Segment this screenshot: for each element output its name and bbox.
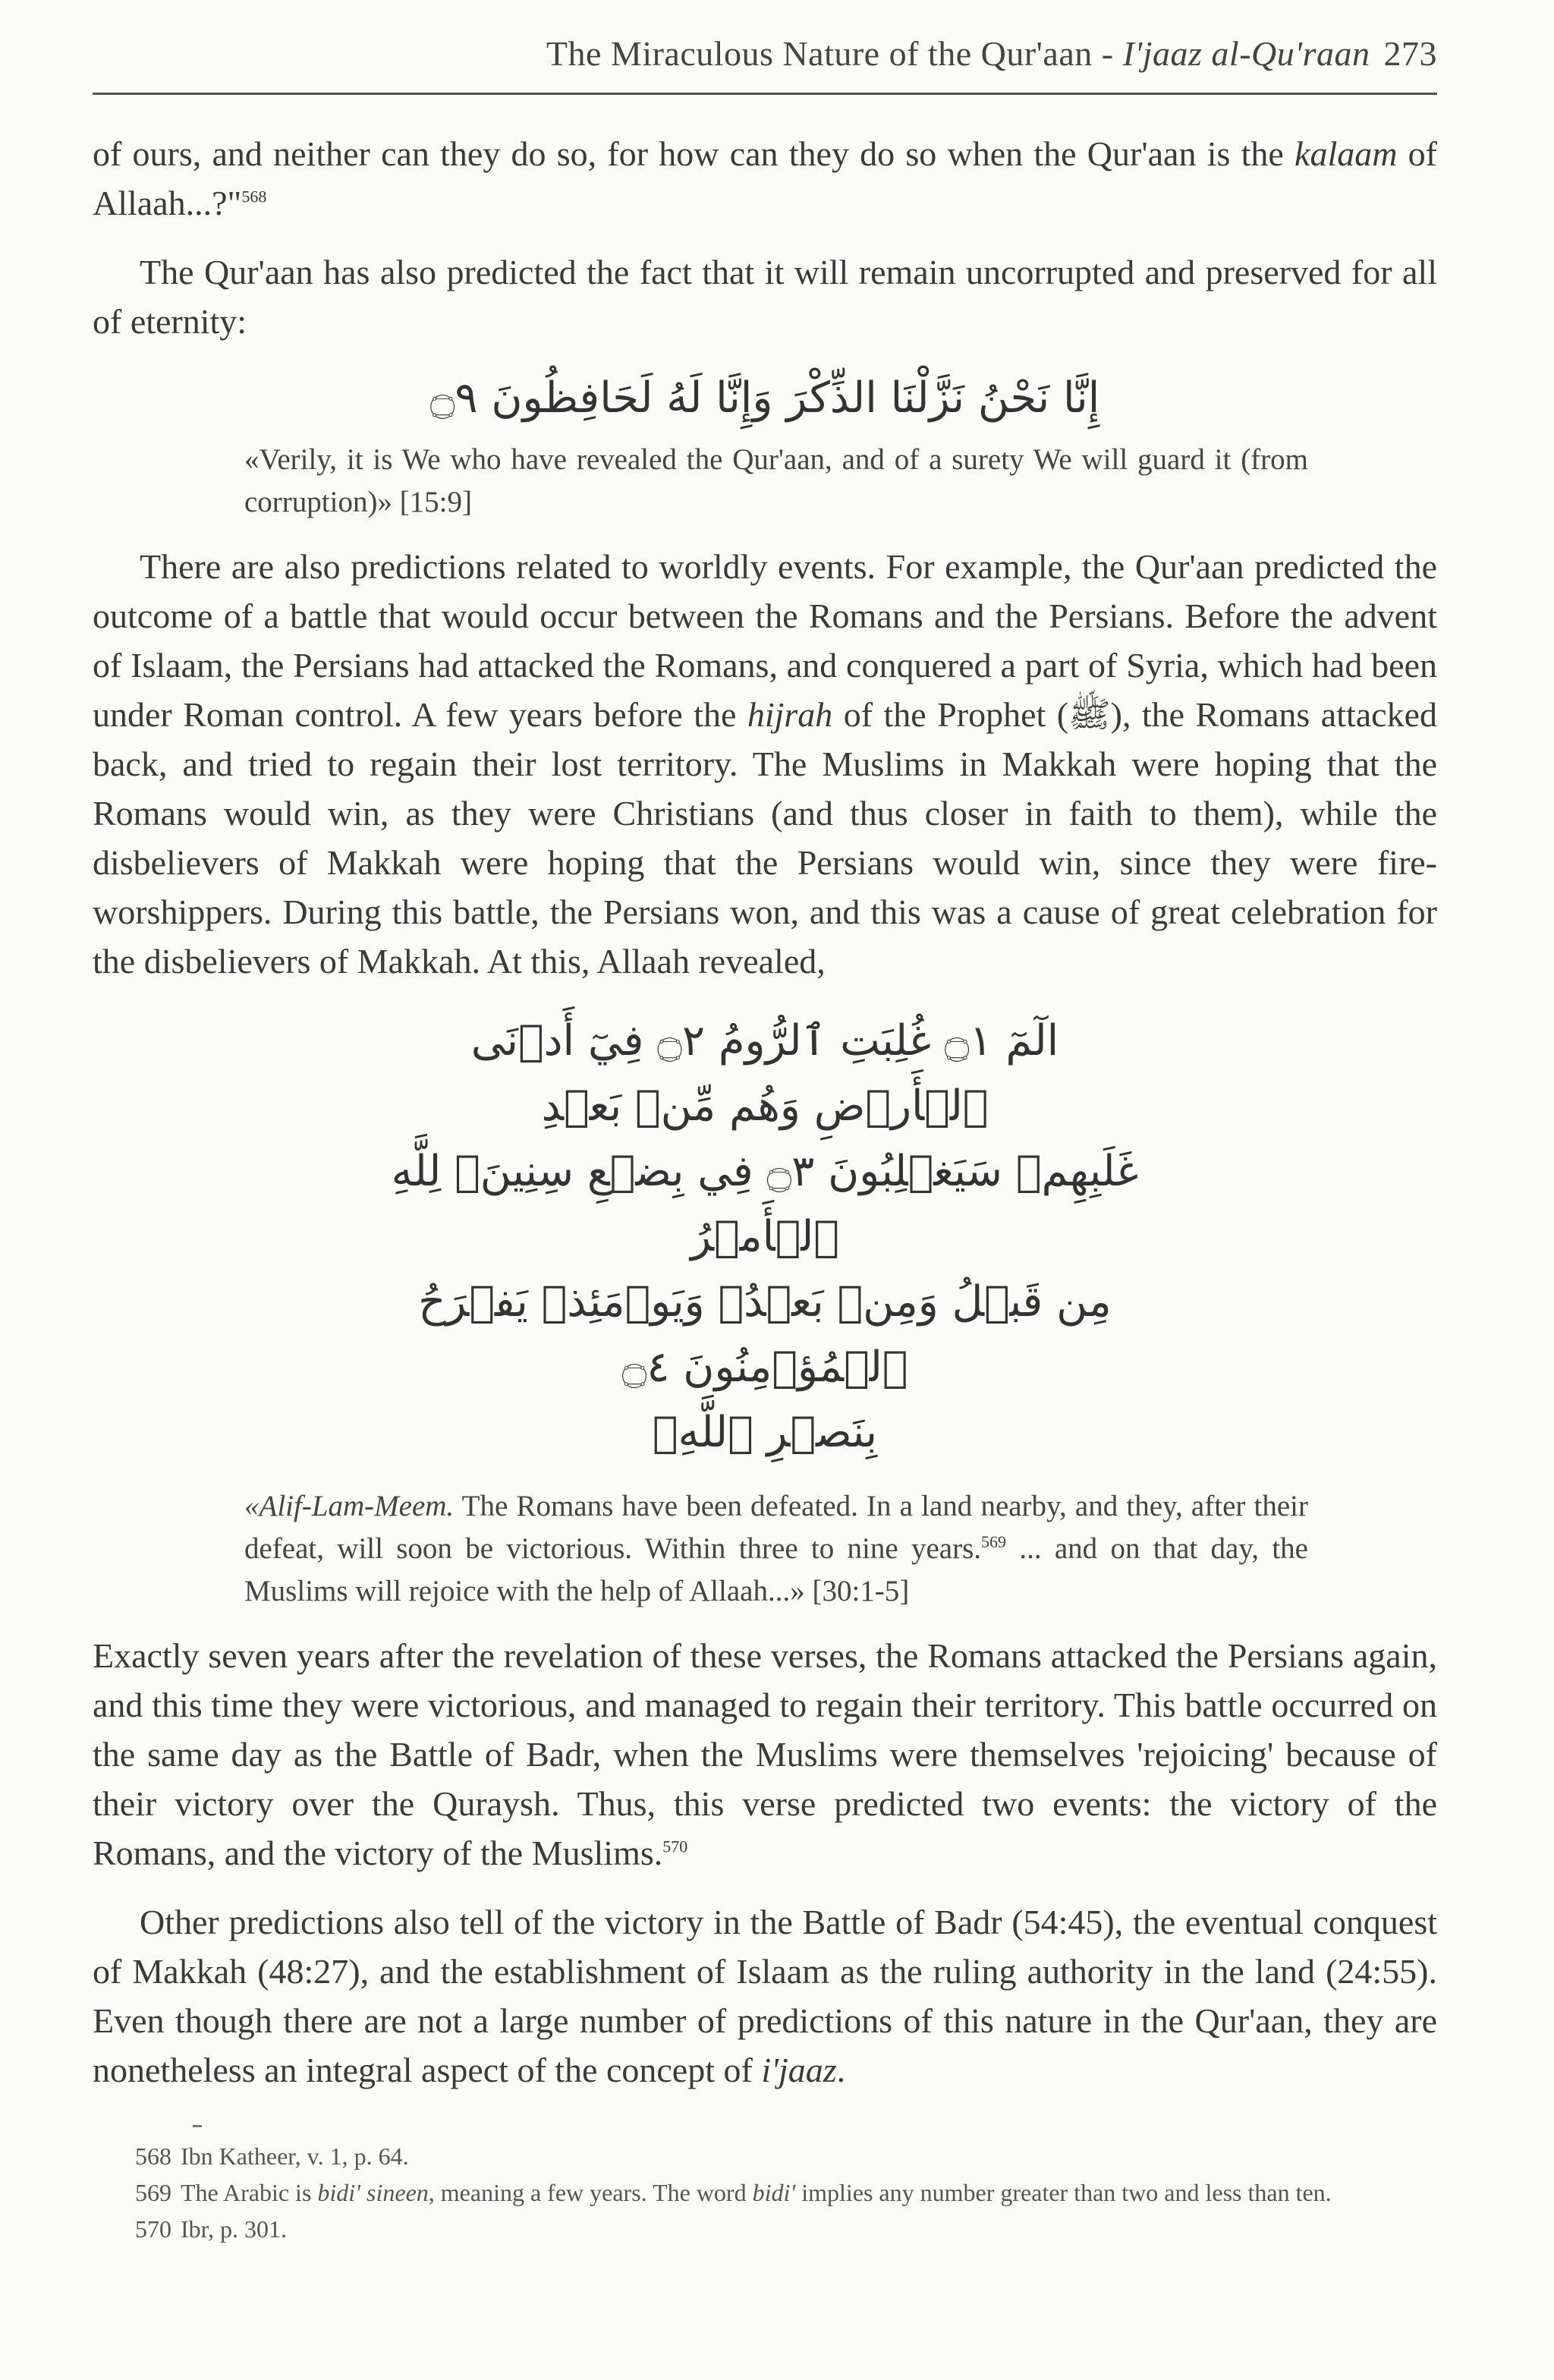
arabic-line: الٓمٓ ۝١ غُلِبَتِ ٱلرُّومُ ۝٢ فِيٓ أَدۡنَى ٱلۡأَرۡضِ وَهُم مِّنۢ بَعۡدِ xyxy=(470,1016,1059,1131)
verse-translation-30-1-5 xyxy=(244,1485,1308,1613)
book-page xyxy=(93,0,1437,2380)
paragraph-3 xyxy=(93,542,1437,986)
header-title: The Miraculous Nature of the Qur'aan - xyxy=(546,34,1123,73)
translation-italic: «Alif-Lam-Meem. xyxy=(244,1490,455,1522)
paragraph-2: The Qur'aan has also predicted the fact that it will remain uncorrupted and preserved for all of eternity: xyxy=(93,253,1437,341)
paragraph-1-text: of ours, and neither can they do so, for how can they do so when the Qur'aan is the xyxy=(93,134,1295,173)
paragraph-5-text: Other predictions also tell of the victory in the Battle of Badr (54:45), the eventual conquest of Makkah (48:27), and the establishment of Islaam as the ruling authority in the land (24:55). Even though there are not a large number of predictions of this nature in the Qur'aan, they are nonetheless an integral aspect of the concept of xyxy=(93,1903,1437,2089)
paragraph-1 xyxy=(93,129,1437,228)
header-rule xyxy=(93,93,1437,95)
paragraph-4 xyxy=(93,1631,1437,1878)
paragraph-3-text-end: of the Prophet (ﷺ), the Romans attacked back, and tried to regain their lost territory. The Muslims in Makkah were hoping that the Romans would win, as they were Christians (and thus closer in faith to them), while the disbelievers of Makkah were hoping that the Persians would win, since they were fire-worshippers. During this battle, the Persians won, and this was a cause of great celebration for the disbelievers of Makkah. At this, Allaah revealed, xyxy=(93,695,1437,981)
footnote-number: 568 xyxy=(135,2142,171,2170)
arabic-verse-30-1-5 xyxy=(385,1009,1144,1465)
footnote-text: The Arabic is xyxy=(181,2179,318,2206)
footnote-ref-568: 568 xyxy=(241,187,267,206)
arabic-line: غَلَبِهِمۡ سَيَغۡلِبُونَ ۝٣ فِي بِضۡعِ سِنِينَۗ لِلَّهِ ٱلۡأَمۡرُ xyxy=(391,1147,1139,1261)
verse-translation-15-9: «Verily, it is We who have revealed the Qur'aan, and of a surety We will guard it (from corruption)» [15:9] xyxy=(244,443,1308,518)
footnote-text: Ibr, p. 301. xyxy=(181,2215,288,2243)
footnote-568 xyxy=(93,2138,1437,2174)
footnote-text: implies any number greater than two and less than ten. xyxy=(795,2179,1332,2206)
arabic-line: بِنَصۡرِ ٱللَّهِۚ xyxy=(652,1408,878,1457)
footnote-number: 570 xyxy=(135,2215,171,2243)
footnote-italic: bidi' xyxy=(752,2179,796,2206)
footnote-569 xyxy=(93,2174,1437,2211)
paragraph-1-text-end: of Allaah...?" xyxy=(93,134,1437,222)
paragraph-3-italic: hijrah xyxy=(747,695,833,734)
translation-text-end: ... and on that day, the Muslims will rejoice with the help of Allaah...» [30:1-5] xyxy=(244,1532,1308,1607)
footnote-570 xyxy=(93,2211,1437,2247)
footnote-italic: bidi' sineen xyxy=(317,2179,429,2206)
page-body xyxy=(93,129,1437,2247)
page-number: 273 xyxy=(1383,34,1437,73)
running-header xyxy=(93,33,1437,74)
footnote-number: 569 xyxy=(135,2179,171,2206)
paragraph-5 xyxy=(93,1897,1437,2095)
footnote-text: Ibn Katheer, v. 1, p. 64. xyxy=(181,2142,409,2170)
footnote-ref-570: 570 xyxy=(662,1837,688,1856)
footnote-text: , meaning a few years. The word xyxy=(428,2179,753,2206)
paragraph-5-italic: i'jaaz xyxy=(761,2051,837,2089)
arabic-line: مِن قَبۡلُ وَمِنۢ بَعۡدُۚ وَيَوۡمَئِذٖ يَفۡرَحُ ٱلۡمُؤۡمِنُونَ ۝٤ xyxy=(418,1277,1112,1392)
paragraph-1-italic: kalaam xyxy=(1294,134,1398,173)
paragraph-3-text: There are also predictions related to worldly events. For example, the Qur'aan predicted the outcome of a battle that would occur between the Romans and the Persians. Before the advent of Islaam, the Persians had attacked the Romans, and conquered a part of Syria, which had been under Roman control. A few years before the xyxy=(93,547,1437,734)
arabic-verse-15-9: إِنَّا نَحْنُ نَزَّلْنَا الذِّكْرَ وَإِنَّا لَهُ لَحَافِظُونَ ۝٩ xyxy=(429,373,1100,423)
header-title-italic: I'jaaz al-Qu'raan xyxy=(1122,34,1370,73)
paragraph-4-text: Exactly seven years after the revelation of these verses, the Romans attacked the Persians again, and this time they were victorious, and managed to regain their territory. This battle occurred on the same day as the Battle of Badr, when the Muslims were themselves 'rejoicing' because of their victory over the Quraysh. Thus, this verse predicted two events: the victory of the Romans, and the victory of the Muslims. xyxy=(93,1636,1437,1872)
translation-text: The Romans have been defeated. In a land nearby, and they, after their defeat, will soon be victorious. Within three to nine years. xyxy=(244,1490,1308,1565)
paragraph-5-text-end: . xyxy=(836,2051,846,2089)
footnote-rule xyxy=(193,2125,202,2127)
footnote-ref-569: 569 xyxy=(981,1532,1007,1551)
